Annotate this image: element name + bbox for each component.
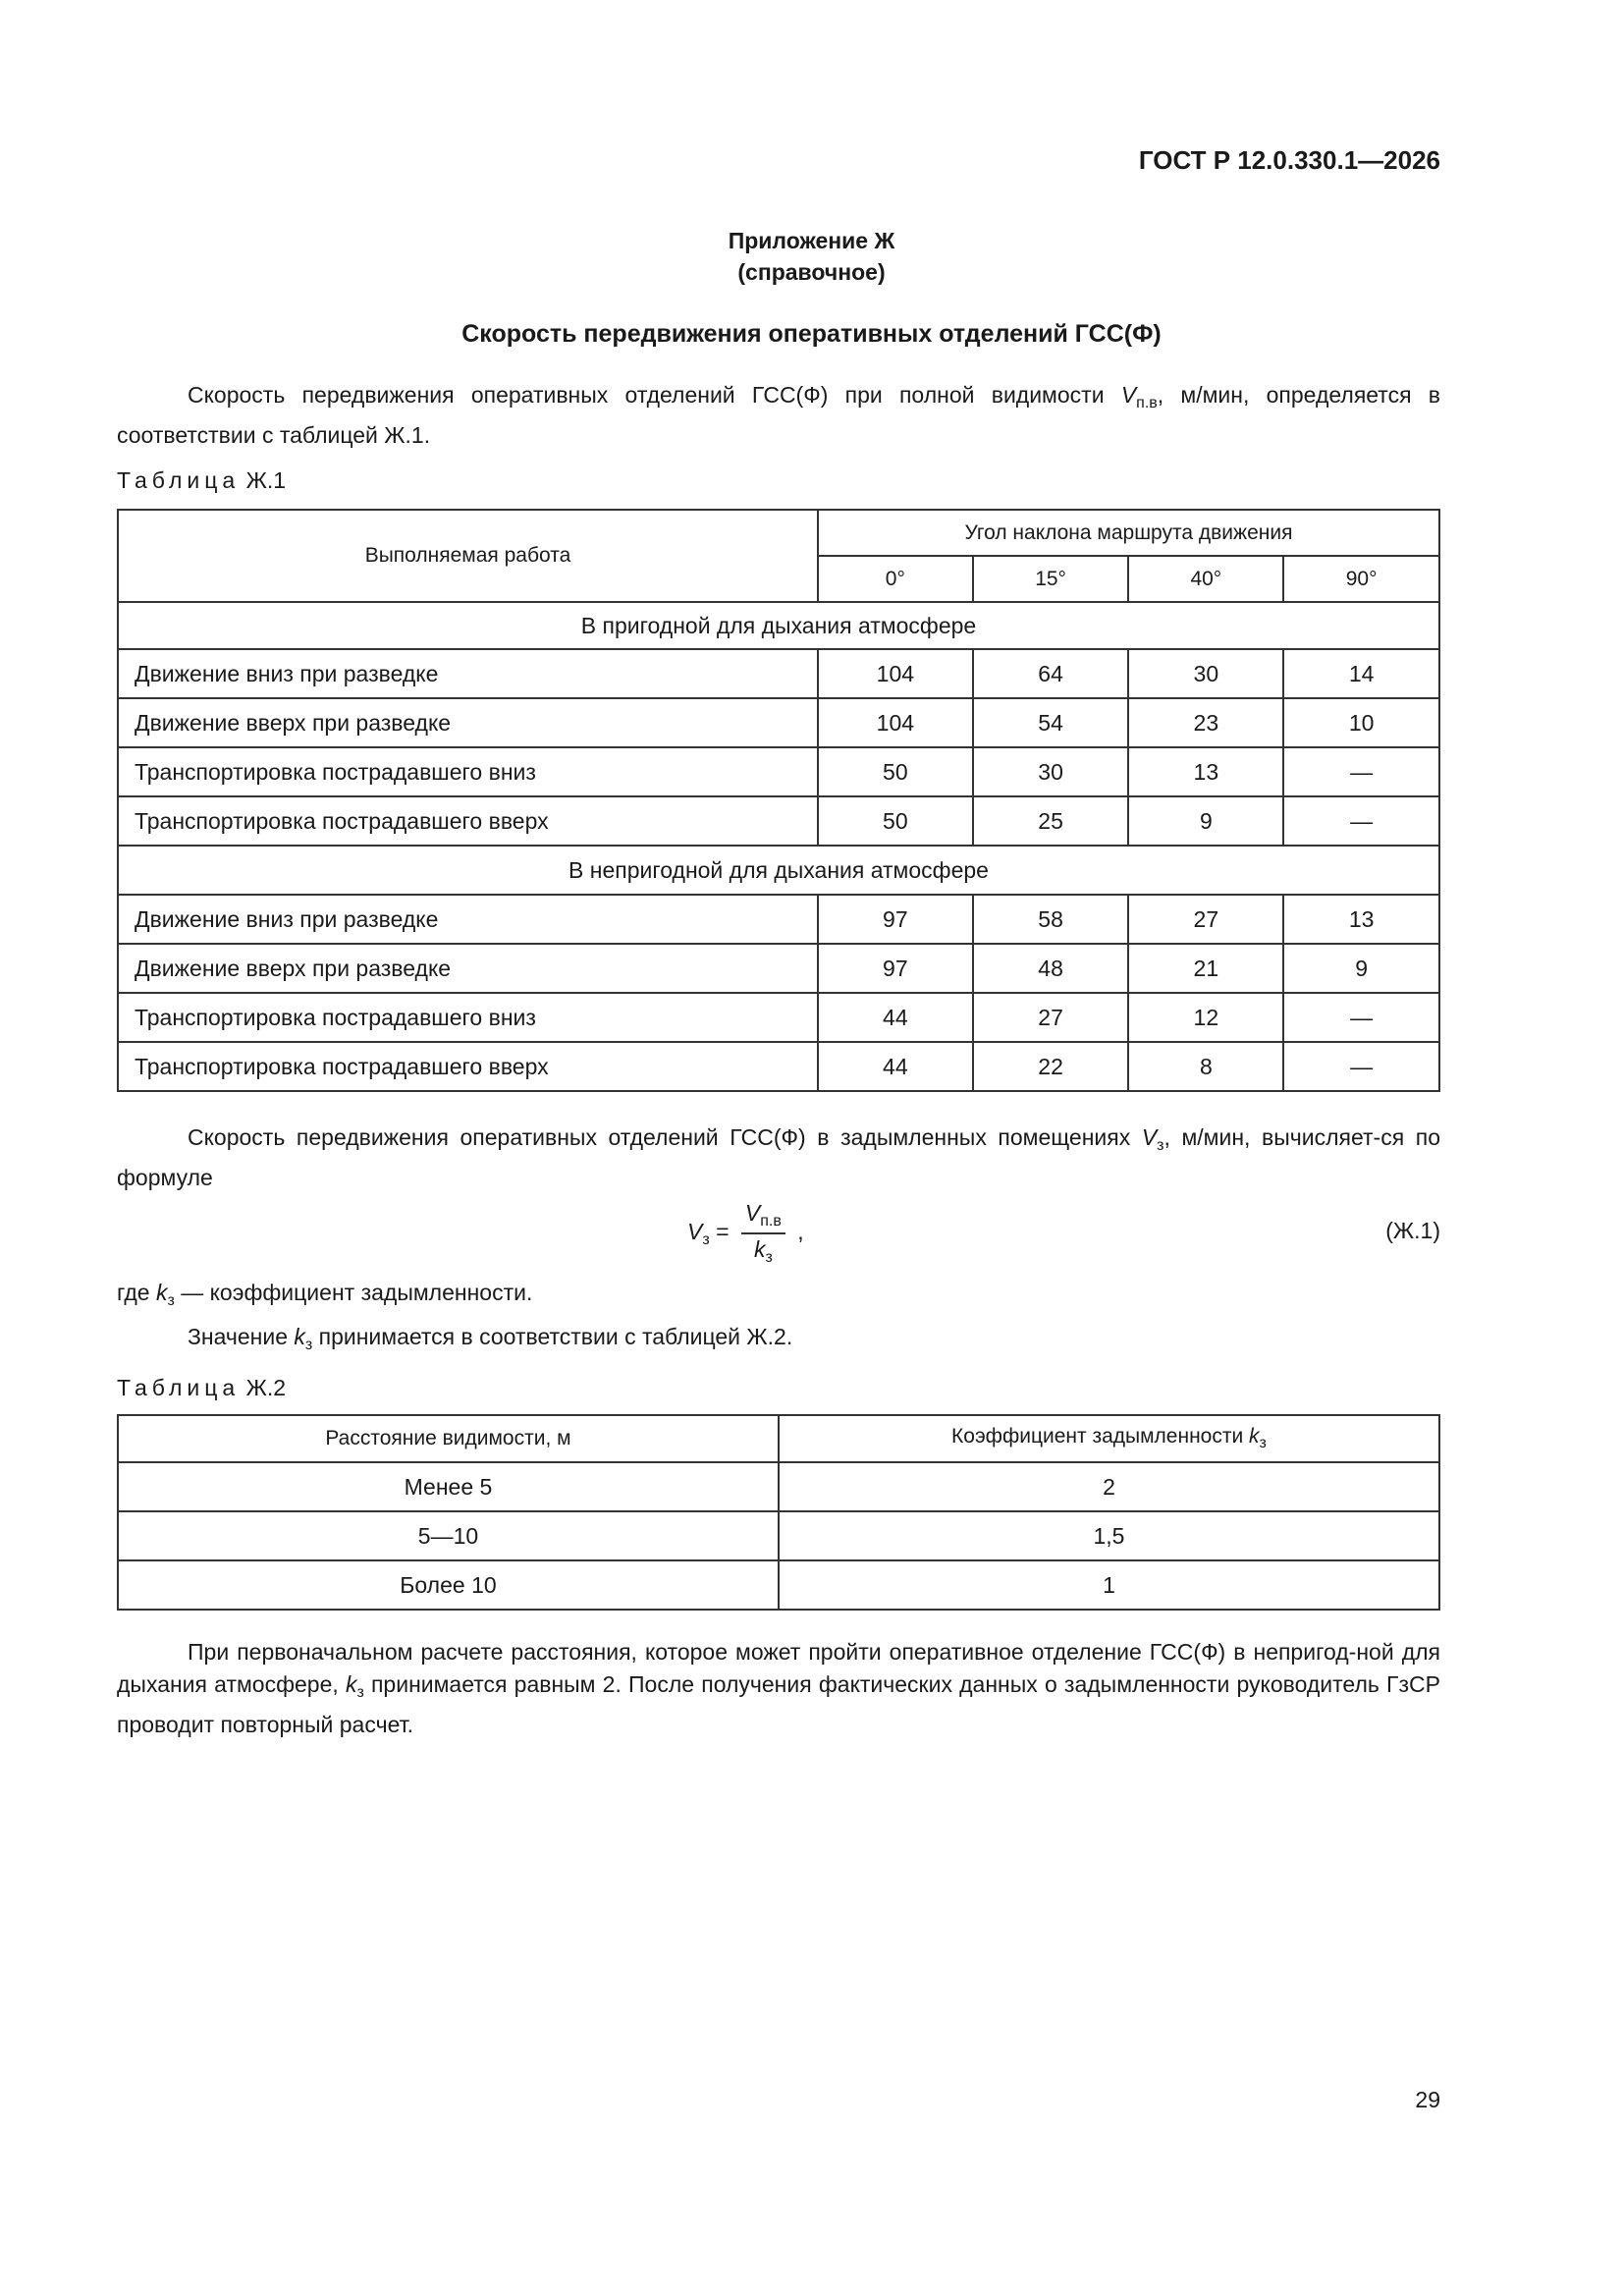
table-cell-value: 8 — [1128, 1042, 1283, 1091]
table-cell-value: 64 — [973, 649, 1129, 698]
final-para-var: k — [345, 1671, 357, 1697]
table2-cell-coef: 1,5 — [779, 1511, 1439, 1560]
table-row — [118, 1560, 1439, 1610]
table-cell-value: 10 — [1283, 698, 1439, 747]
section-title: Скорость передвижения оперативных отделений ГСС(Ф) — [461, 320, 1162, 348]
final-paragraph — [117, 1636, 1440, 1741]
table-row — [118, 796, 1439, 846]
table-cell-value: 14 — [1283, 649, 1439, 698]
table-row — [118, 993, 1439, 1042]
table-cell-value: 25 — [973, 796, 1129, 846]
formula-intro-paragraph — [117, 1121, 1440, 1194]
page-number: 29 — [1415, 2087, 1440, 2112]
k-note — [117, 1321, 1440, 1361]
k-note-before: Значение — [188, 1324, 295, 1349]
table2-cell-distance: 5—10 — [118, 1511, 779, 1560]
table1-header-angle-15: 15° — [973, 556, 1129, 602]
formula-intro-var: V — [1141, 1124, 1158, 1150]
k-note-var-sub: з — [304, 1337, 313, 1353]
table-cell-value: 30 — [973, 747, 1129, 796]
table2-label-word: Таблица — [117, 1375, 241, 1400]
table-cell-value: 58 — [973, 895, 1129, 944]
formula-fraction — [741, 1200, 785, 1267]
appendix-title: Приложение Ж — [728, 228, 895, 253]
table-row — [118, 698, 1439, 747]
table1 — [117, 509, 1440, 1092]
k-note-after: принимается в соответствии с таблицей Ж.2. — [312, 1324, 793, 1349]
formula-num-var: V — [744, 1200, 761, 1226]
table1-header-angle-40: 40° — [1128, 556, 1283, 602]
where-text: — коэффициент задымленности. — [181, 1280, 533, 1305]
formula-den-var: k — [753, 1236, 766, 1262]
table2-header-coef — [779, 1415, 1439, 1462]
table-row — [118, 895, 1439, 944]
where-prefix: где — [117, 1280, 150, 1305]
table-row — [118, 1511, 1439, 1560]
intro-var: V — [1120, 382, 1137, 408]
intro-var-sub: п.в — [1136, 395, 1158, 411]
table-cell-value: 44 — [818, 1042, 973, 1091]
table-row — [118, 1462, 1439, 1511]
table-row — [118, 747, 1439, 796]
where-clause — [117, 1277, 1440, 1317]
table-row — [118, 1042, 1439, 1091]
table-cell-value: 30 — [1128, 649, 1283, 698]
table1-section-title: В непригодной для дыхания атмосфере — [118, 846, 1439, 895]
table-cell-value: 27 — [1128, 895, 1283, 944]
formula-intro-after: , м/мин, вычисляет-ся по формуле — [117, 1124, 1440, 1190]
table-cell-value: — — [1283, 993, 1439, 1042]
document-code: ГОСТ Р 12.0.330.1—2026 — [1138, 145, 1440, 175]
table2-header-coef-text: Коэффициент задымленности — [951, 1425, 1244, 1448]
table-cell-work: Транспортировка пострадавшего вниз — [118, 993, 818, 1042]
final-para-var-sub: з — [356, 1684, 364, 1701]
table-cell-value: 21 — [1128, 944, 1283, 993]
table1-header-work: Выполняемая работа — [118, 510, 818, 602]
table1-header-angle-90: 90° — [1283, 556, 1439, 602]
intro-text-before: Скорость передвижения оперативных отделений ГСС(Ф) при полной видимости — [188, 382, 1121, 408]
table-row — [118, 944, 1439, 993]
k-note-var: k — [294, 1324, 305, 1349]
table-cell-value: 50 — [818, 747, 973, 796]
intro-text-after: , м/мин, определяется в соответствии с таблицей Ж.1. — [117, 382, 1441, 448]
table-cell-value: 13 — [1128, 747, 1283, 796]
formula-intro-before: Скорость передвижения оперативных отделений ГСС(Ф) в задымленных помещениях — [188, 1124, 1142, 1150]
table2-header-coef-sub: з — [1259, 1435, 1267, 1451]
table2-cell-distance: Менее 5 — [118, 1462, 779, 1511]
table1-section-title: В пригодной для дыхания атмосфере — [118, 602, 1439, 649]
formula-trailing-comma: , — [797, 1219, 804, 1245]
formula-lhs-var: V — [687, 1219, 703, 1245]
table2 — [117, 1414, 1440, 1611]
formula-equals: = — [716, 1219, 730, 1245]
table-cell-value: 22 — [973, 1042, 1129, 1091]
table-cell-work: Движение вниз при разведке — [118, 649, 818, 698]
where-var: k — [155, 1280, 168, 1305]
table-cell-value: 97 — [818, 895, 973, 944]
table-cell-work: Движение вверх при разведке — [118, 944, 818, 993]
table-cell-value: — — [1283, 1042, 1439, 1091]
table-cell-work: Движение вниз при разведке — [118, 895, 818, 944]
table-cell-value: 48 — [973, 944, 1129, 993]
table-cell-value: 50 — [818, 796, 973, 846]
where-var-sub: з — [167, 1292, 175, 1309]
table2-cell-coef: 1 — [779, 1560, 1439, 1610]
table-cell-value: 12 — [1128, 993, 1283, 1042]
formula-num-sub: п.в — [760, 1213, 782, 1230]
table1-label-word: Таблица — [117, 467, 241, 493]
table-cell-value: 9 — [1283, 944, 1439, 993]
table2-cell-coef: 2 — [779, 1462, 1439, 1511]
table-cell-value: 27 — [973, 993, 1129, 1042]
table-row — [118, 649, 1439, 698]
final-para-before: При первоначальном расчете расстояния, которое может пройти оперативное отделение ГСС(Ф) в непригод-ной для дыхания атмосфере, — [117, 1639, 1440, 1697]
intro-paragraph — [117, 379, 1440, 452]
table2-cell-distance: Более 10 — [118, 1560, 779, 1610]
table-cell-work: Транспортировка пострадавшего вверх — [118, 796, 818, 846]
table2-header-coef-var: k — [1249, 1425, 1260, 1448]
formula — [687, 1200, 804, 1267]
table-cell-value: 44 — [818, 993, 973, 1042]
formula-intro-var-sub: з — [1157, 1137, 1164, 1154]
table-cell-value: 104 — [818, 698, 973, 747]
table-cell-value: 23 — [1128, 698, 1283, 747]
table1-header-angle: Угол наклона маршрута движения — [818, 510, 1439, 556]
table-cell-value: — — [1283, 747, 1439, 796]
formula-lhs-sub: з — [702, 1231, 710, 1249]
table-cell-work: Транспортировка пострадавшего вверх — [118, 1042, 818, 1091]
table2-label-num: Ж.2 — [245, 1375, 286, 1400]
table1-label — [117, 467, 286, 494]
table-cell-value: 54 — [973, 698, 1129, 747]
table-cell-work: Транспортировка пострадавшего вниз — [118, 747, 818, 796]
formula-number: (Ж.1) — [1385, 1218, 1440, 1243]
table-cell-value: 13 — [1283, 895, 1439, 944]
table-cell-value: 9 — [1128, 796, 1283, 846]
appendix-note: (справочное) — [737, 259, 886, 285]
table2-label — [117, 1375, 286, 1401]
final-para-after: принимается равным 2. После получения фактических данных о задымленности руководитель ГзСР проводит повторный расчет. — [117, 1671, 1440, 1737]
table-cell-value: 97 — [818, 944, 973, 993]
formula-denominator — [741, 1234, 785, 1267]
formula-den-sub: з — [765, 1249, 773, 1266]
table2-header-distance: Расстояние видимости, м — [118, 1415, 779, 1462]
table-cell-value: — — [1283, 796, 1439, 846]
table-cell-work: Движение вверх при разведке — [118, 698, 818, 747]
table1-header-angle-0: 0° — [818, 556, 973, 602]
table1-label-num: Ж.1 — [245, 467, 286, 493]
formula-numerator — [741, 1200, 785, 1234]
table-cell-value: 104 — [818, 649, 973, 698]
